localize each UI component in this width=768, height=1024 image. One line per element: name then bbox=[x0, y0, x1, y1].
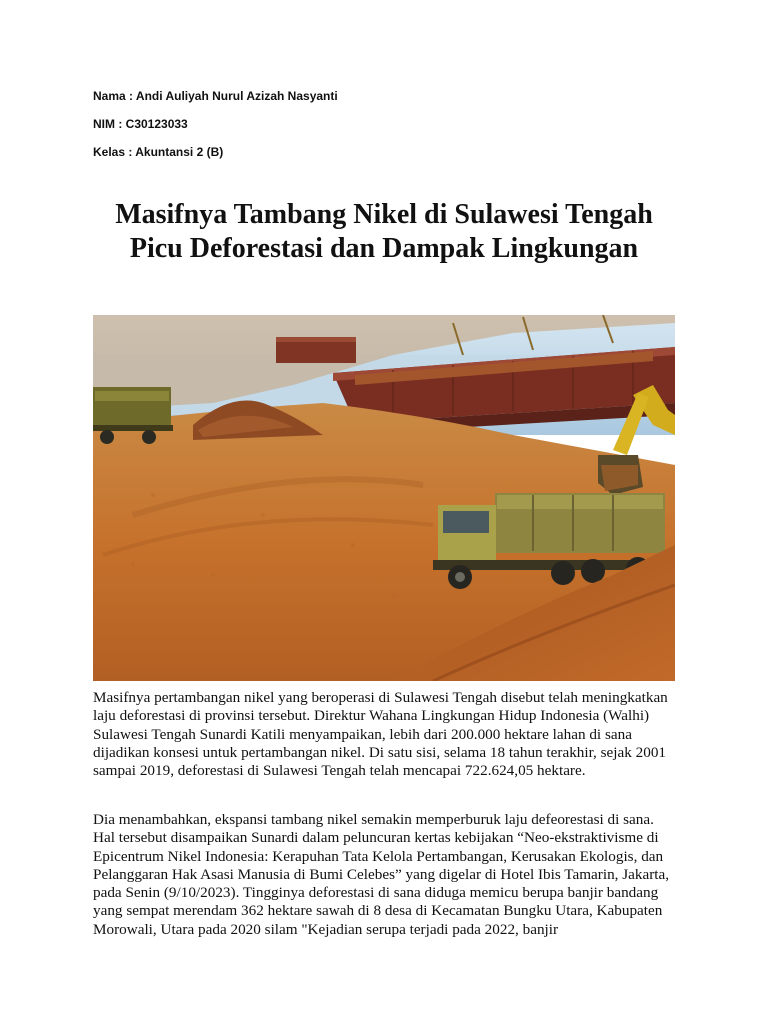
student-nim: NIM : C30123033 bbox=[93, 117, 188, 131]
article-title: Masifnya Tambang Nikel di Sulawesi Tengah Picu Deforestasi dan Dampak Lingkungan bbox=[115, 199, 653, 264]
article-paragraph: Dia menambahkan, ekspansi tambang nikel semakin memperburuk laju defeorestasi di sana. Hal tersebut disampaikan Sunardi dalam peluncuran kertas kebijakan “Neo-ekstraktivisme di Epicentrum Nikel Indonesia: Kerapuhan Tata Kelola Pertambangan, Kerusakan Ekologis, dan Pelanggaran Hak Asasi Manusia di Bumi Celebes” yang digelar di Hotel Ibis Tamarin, Jakarta, pada Senin (9/10/2023). Tingginya deforestasi di sana diduga memicu berupa banjir bandang yang sempat merendam 362 hektare sawah di 8 desa di Kecamatan Bungku Utara, Kabupaten Morowali, Utara pada 2020 silam "Kejadian serupa terjadi pada 2022, banjir bbox=[93, 811, 670, 938]
article-paragraph: Masifnya pertambangan nikel yang beroperasi di Sulawesi Tengah disebut telah meningkatkan laju deforestasi di provinsi tersebut. Direktur Wahana Lingkungan Hidup Indonesia (Walhi) Sulawesi Tengah Sunardi Katili menyampaikan, lebih dari 200.000 hektare lahan di sana dijadikan konsesi untuk pertambangan nikel. Di satu sisi, selama 18 tahun terakhir, sejak 2001 sampai 2019, deforestasi di Sulawesi Tengah telah mencapai 722.624,05 hektare. bbox=[93, 689, 668, 780]
nickel-mine-photo bbox=[93, 315, 675, 681]
student-class: Kelas : Akuntansi 2 (B) bbox=[93, 145, 224, 159]
student-name: Nama : Andi Auliyah Nurul Azizah Nasyanti bbox=[93, 89, 338, 103]
